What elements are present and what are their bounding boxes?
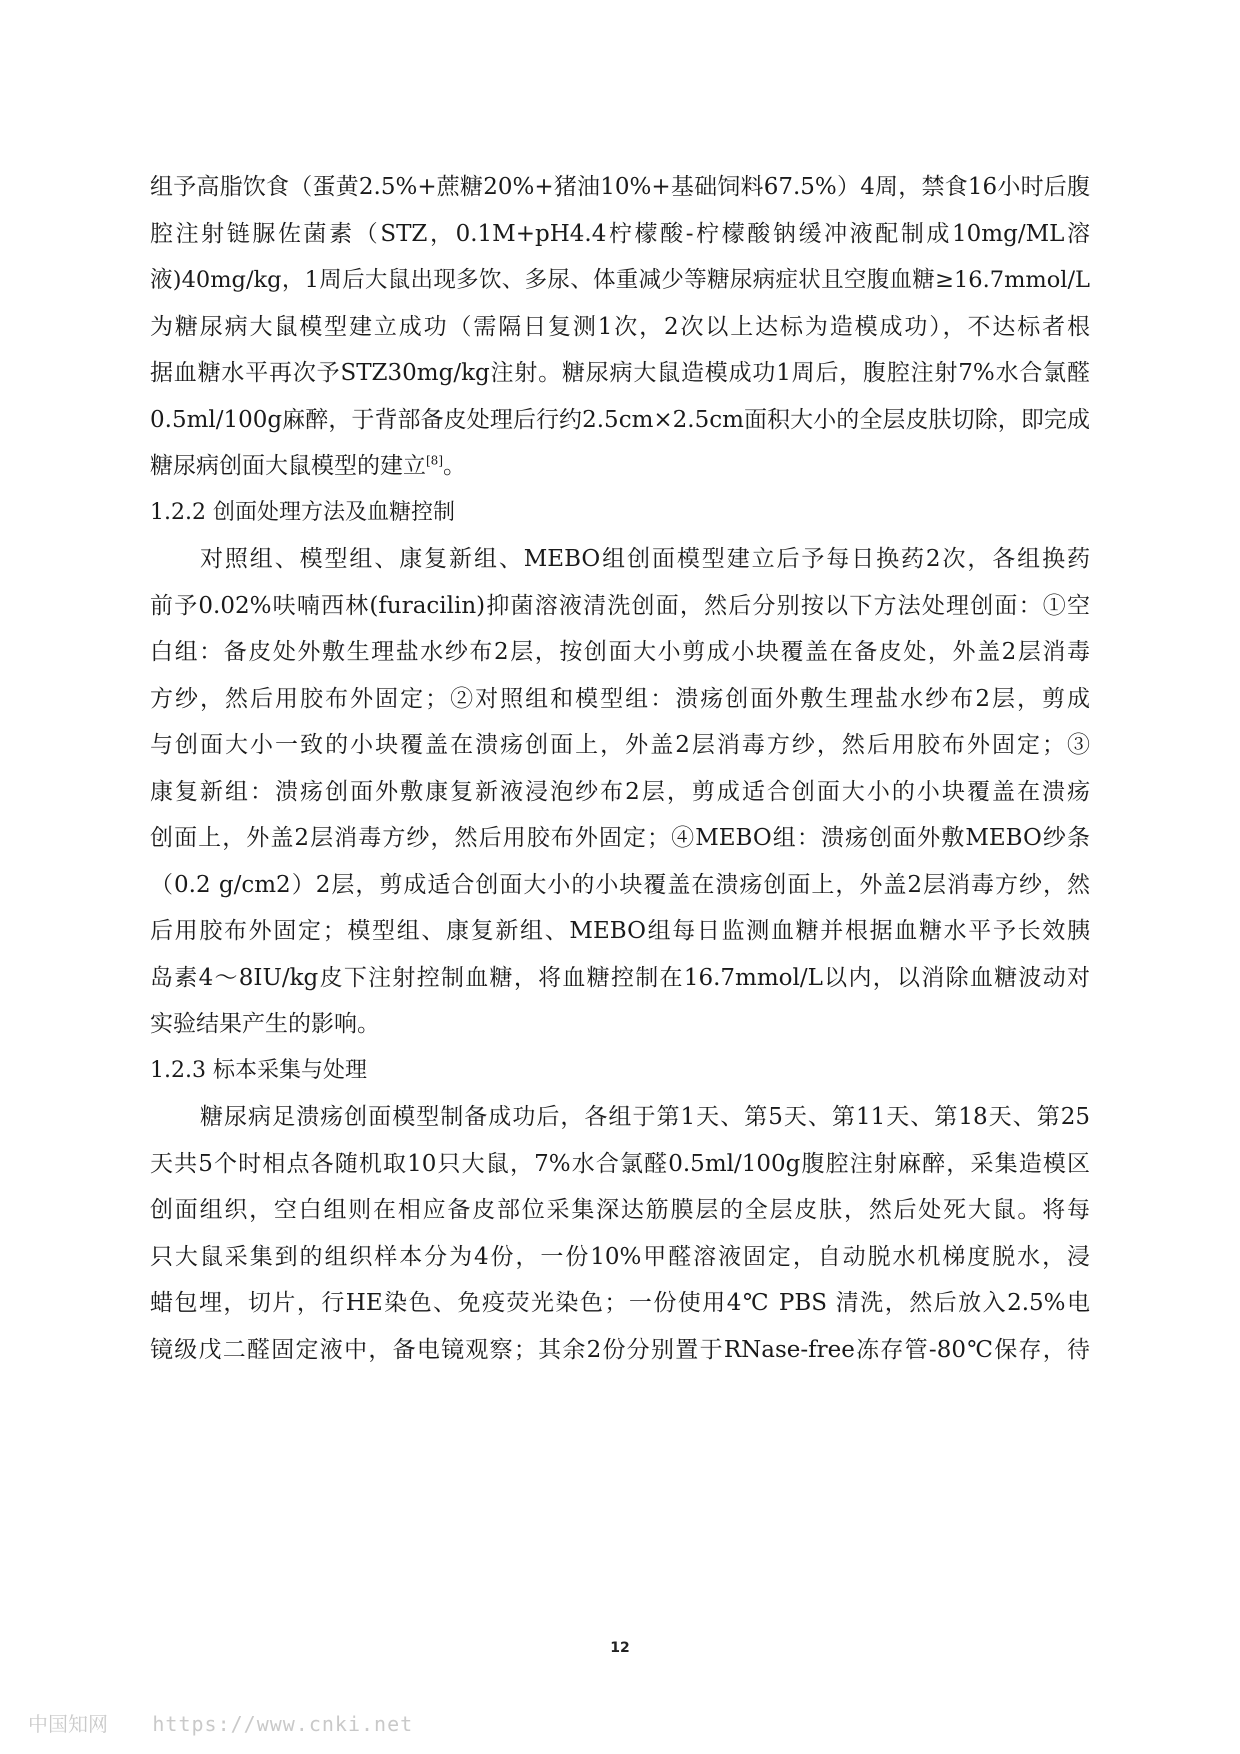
cnki-watermark <box>28 1708 413 1737</box>
paragraph-line: 对照组、模型组、康复新组、MEBO组创面模型建立后予每日换药2次，各组换药 <box>200 546 1090 572</box>
paragraph-line: 创面上，外盖2层消毒方纱，然后用胶布外固定；④MEBO组：溃疡创面外敷MEBO纱条 <box>150 825 1090 851</box>
paragraph-line: 岛素4～8IU/kg皮下注射控制血糖，将血糖控制在16.7mmol/L以内，以消除血糖波动对 <box>150 964 1090 991</box>
section-heading: 1.2.3 标本采集与处理 <box>150 1057 367 1083</box>
paragraph-line: 蜡包埋，切片，行HE染色、免疫荧光染色；一份使用4℃ PBS 清洗，然后放入2.5%电 <box>150 1290 1090 1316</box>
paragraph-line: 康复新组：溃疡创面外敷康复新液浸泡纱布2层，剪成适合创面大小的小块覆盖在溃疡 <box>150 778 1090 805</box>
section-heading: 1.2.2 创面处理方法及血糖控制 <box>150 499 455 525</box>
paragraph-punctuation: 。 <box>443 453 466 479</box>
citation-ref: [8] <box>426 453 443 468</box>
paragraph-line: 为糖尿病大鼠模型建立成功（需隔日复测1次，2次以上达标为造模成功），不达标者根 <box>150 313 1090 340</box>
paragraph-line: 与创面大小一致的小块覆盖在溃疡创面上，外盖2层消毒方纱，然后用胶布外固定；③ <box>150 732 1090 758</box>
paragraph-line: 糖尿病足溃疡创面模型制备成功后，各组于第1天、第5天、第11天、第18天、第25 <box>200 1104 1090 1130</box>
paragraph-line: 方纱，然后用胶布外固定；②对照组和模型组：溃疡创面外敷生理盐水纱布2层，剪成 <box>150 685 1090 712</box>
paragraph-line: 0.5ml/100g麻醉，于背部备皮处理后行约2.5cm×2.5cm面积大小的全层皮肤切除，即完成 <box>150 406 1090 433</box>
paragraph-line: 后用胶布外固定；模型组、康复新组、MEBO组每日监测血糖并根据血糖水平予长效胰 <box>150 918 1090 944</box>
paragraph-line: 前予0.02%呋喃西林(furacilin)抑菌溶液清洗创面，然后分别按以下方法处理创面：①空 <box>150 592 1090 619</box>
paragraph-line: 实验结果产生的影响。 <box>150 1011 380 1037</box>
paragraph-line: 液)40mg/kg，1周后大鼠出现多饮、多尿、体重减少等糖尿病症状且空腹血糖≥16.7mmol/L <box>150 267 1090 293</box>
paragraph-line: 组予高脂饮食（蛋黄2.5%+蔗糖20%+猪油10%+基础饲料67.5%）4周，禁食16小时后腹 <box>150 174 1090 200</box>
paragraph-line <box>150 443 1090 490</box>
watermark-name: 中国知网 <box>28 1712 108 1736</box>
paragraph-line: 白组：备皮处外敷生理盐水纱布2层，按创面大小剪成小块覆盖在备皮处，外盖2层消毒 <box>150 639 1090 665</box>
page-number: 12 <box>610 1640 630 1656</box>
paragraph-line: 天共5个时相点各随机取10只大鼠，7%水合氯醛0.5ml/100g腹腔注射麻醉，采集造模区 <box>150 1150 1090 1177</box>
paragraph-line: 镜级戊二醛固定液中，备电镜观察；其余2份分别置于RNase-free冻存管-80℃保存，待 <box>150 1336 1090 1363</box>
paragraph-line: 创面组织，空白组则在相应备皮部位采集深达筋膜层的全层皮肤，然后处死大鼠。将每 <box>150 1197 1090 1223</box>
paragraph-line: （0.2 g/cm2）2层，剪成适合创面大小的小块覆盖在溃疡创面上，外盖2层消毒方纱，然 <box>150 871 1090 898</box>
body-text <box>150 164 1090 1373</box>
paragraph-text: 糖尿病创面大鼠模型的建立 <box>150 453 426 479</box>
paragraph-line: 据血糖水平再次予STZ30mg/kg注射。糖尿病大鼠造模成功1周后，腹腔注射7%水合氯醛 <box>150 360 1090 386</box>
paragraph-line: 只大鼠采集到的组织样本分为4份，一份10%甲醛溶液固定，自动脱水机梯度脱水，浸 <box>150 1243 1090 1270</box>
watermark-url: https://www.cnki.net <box>152 1712 414 1736</box>
paragraph-line: 腔注射链脲佐菌素（STZ，0.1M+pH4.4柠檬酸-柠檬酸钠缓冲液配制成10mg/ML溶 <box>150 220 1090 247</box>
